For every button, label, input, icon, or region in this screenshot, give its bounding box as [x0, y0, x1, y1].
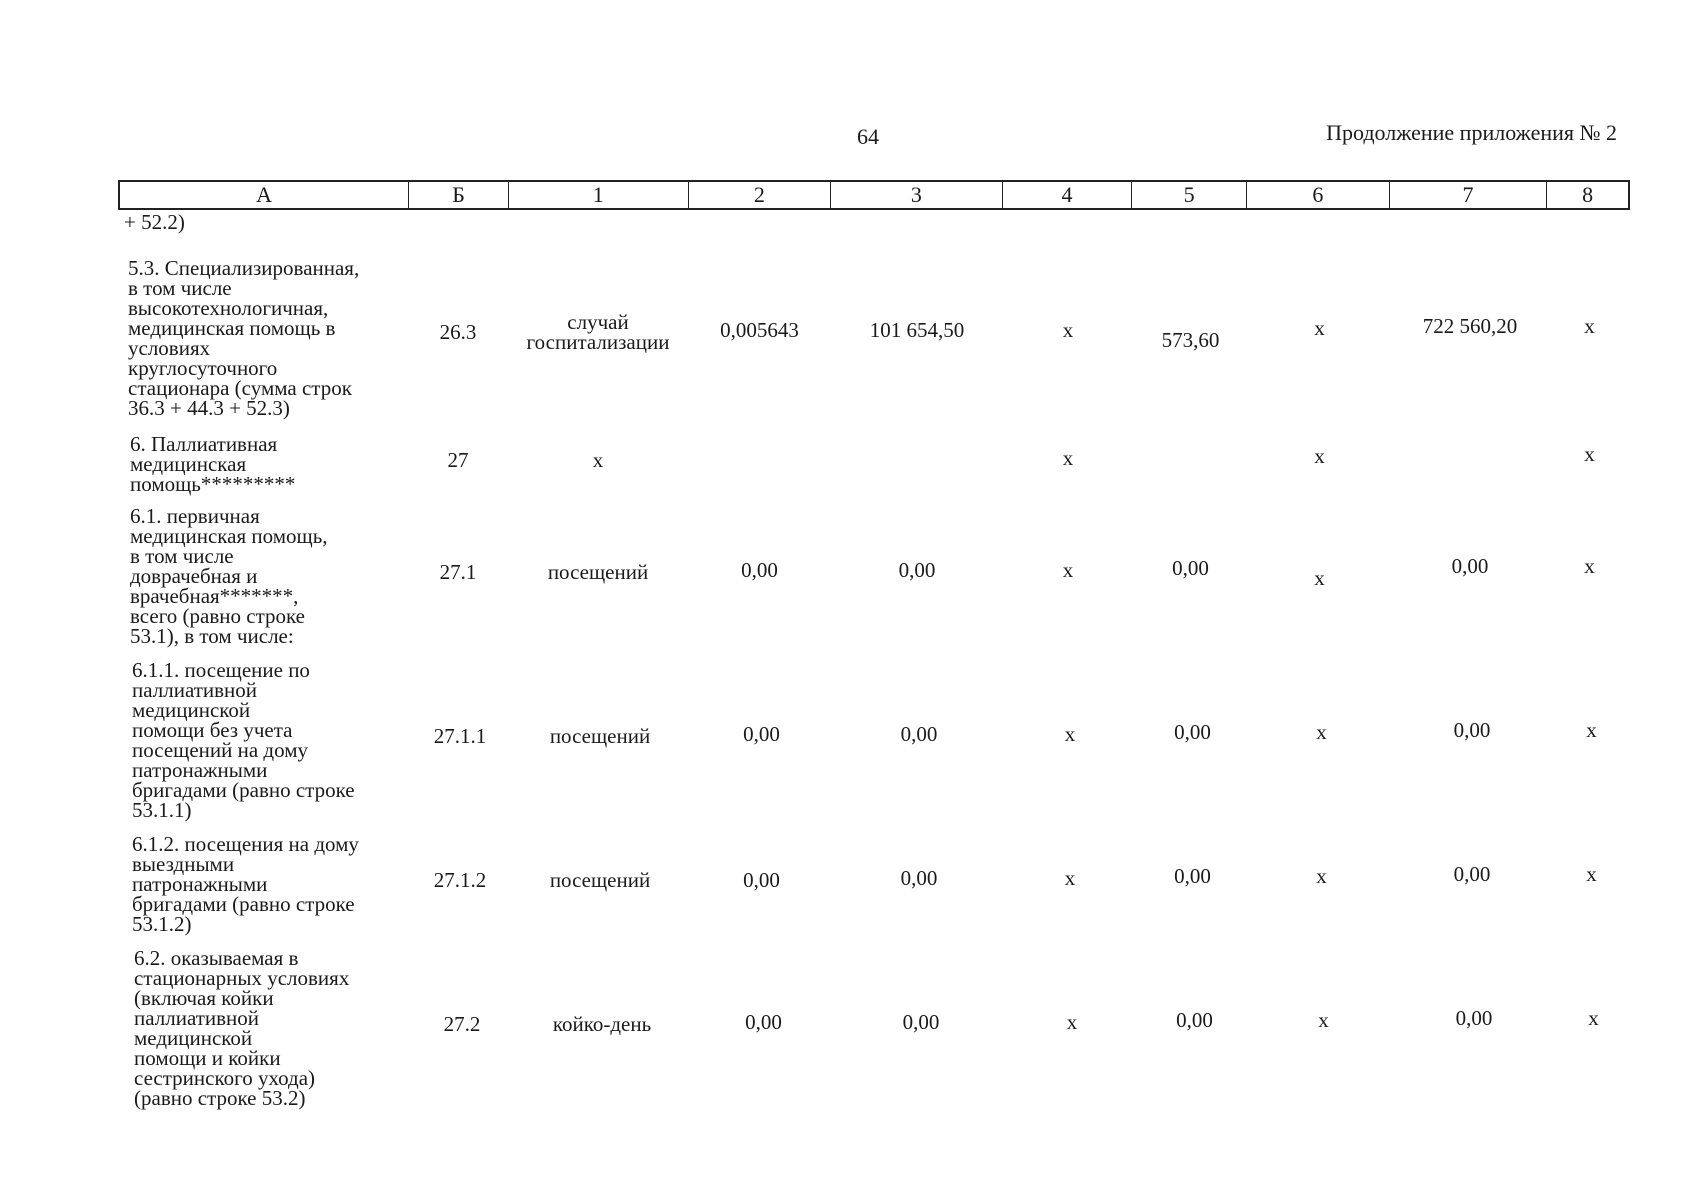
row-name: 6.1.2. посещения на дому выездными патронажными бригадами (равно строке 53.1.2): [132, 832, 359, 936]
previous-row-tail: + 52.2): [124, 210, 185, 234]
row-col-8: х: [1584, 554, 1595, 578]
row-code: 27: [447, 448, 469, 472]
row-unit: случай госпитализации: [526, 310, 670, 354]
row-col-8: х: [1586, 718, 1597, 742]
row-col-7: 0,00: [1451, 554, 1489, 578]
row-col-2: 0,00: [741, 558, 778, 582]
header-col-2: 2: [689, 182, 832, 208]
header-col-8: 8: [1582, 182, 1594, 207]
row-col-5: 0,00: [1172, 556, 1209, 580]
row-unit: койко-день: [552, 1012, 652, 1036]
row-name: 6. Паллиативная медицинская помощь*********: [130, 432, 296, 496]
row-col-2: 0,00: [743, 722, 780, 746]
header-col-b: Б: [409, 182, 509, 208]
row-col-8: х: [1584, 442, 1595, 466]
header-col-6: 6: [1247, 182, 1390, 208]
row-col-6: х: [1316, 720, 1327, 744]
row-col-6: х: [1314, 444, 1325, 468]
row-col-3: 0,00: [902, 1010, 940, 1034]
row-col-2: 0,00: [743, 868, 780, 892]
row-col-3: 0,00: [898, 558, 936, 582]
row-col-4: х: [1062, 558, 1074, 582]
row-col-6: х: [1314, 566, 1325, 590]
row-name: 6.1. первичная медицинская помощь, в том числе доврачебная и врачебная*******, всего (равно строке 53.1), в том числе:: [130, 504, 328, 648]
row-col-3: 101 654,50: [869, 318, 965, 342]
row-col-7: 0,00: [1453, 862, 1491, 886]
row-col-4: х: [1064, 722, 1076, 746]
row-col-8: х: [1588, 1006, 1599, 1030]
row-unit: х: [592, 448, 604, 472]
row-col-5: 0,00: [1176, 1008, 1213, 1032]
row-unit: посещений: [549, 868, 651, 892]
row-col-7: 0,00: [1455, 1006, 1493, 1030]
row-code: 27.1: [439, 560, 477, 584]
row-col-6: х: [1318, 1008, 1329, 1032]
row-col-8: х: [1584, 314, 1595, 338]
row-col-5: 573,60: [1161, 328, 1220, 352]
header-col-7: 7: [1390, 182, 1548, 208]
row-col-4: х: [1066, 1010, 1078, 1034]
row-col-4: х: [1062, 318, 1074, 342]
row-col-6: х: [1314, 316, 1325, 340]
row-unit: посещений: [547, 560, 649, 584]
header-col-1: 1: [509, 182, 689, 208]
header-col-4: 4: [1003, 182, 1133, 208]
row-name: 6.2. оказываемая в стационарных условиях (включая койки паллиативной медицинской помощи и койки сестринского ухода) (равно строке 53.2): [134, 946, 350, 1110]
table-header: [118, 180, 1630, 210]
row-col-2: 0,00: [745, 1010, 782, 1034]
row-name: 5.3. Специализированная, в том числе высокотехнологичная, медицинская помощь в условиях круглосуточного стационара (сумма строк 36.3 + 44.3 + 52.3): [128, 256, 360, 420]
row-col-4: х: [1064, 866, 1076, 890]
row-col-5: 0,00: [1174, 720, 1211, 744]
row-unit: посещений: [549, 724, 651, 748]
row-col-5: 0,00: [1174, 864, 1211, 888]
row-code: 27.2: [443, 1012, 481, 1036]
header-col-3: 3: [831, 182, 1003, 208]
page-number: 64: [857, 124, 879, 149]
row-col-8: х: [1586, 862, 1597, 886]
row-name: 6.1.1. посещение по паллиативной медицинской помощи без учета посещений на дому патронажными бригадами (равно строке 53.1.1): [132, 658, 355, 822]
row-col-4: х: [1062, 446, 1074, 470]
continuation-label: Продолжение приложения № 2: [1326, 120, 1617, 145]
row-col-6: х: [1316, 864, 1327, 888]
row-code: 27.1.2: [433, 868, 487, 892]
header-col-a: А: [120, 182, 409, 208]
row-col-7: 722 560,20: [1422, 314, 1518, 338]
row-col-3: 0,00: [900, 866, 938, 890]
row-col-3: 0,00: [900, 722, 938, 746]
row-code: 27.1.1: [433, 724, 487, 748]
row-col-7: 0,00: [1453, 718, 1491, 742]
row-col-2: 0,005643: [720, 318, 799, 342]
row-code: 26.3: [439, 320, 477, 344]
header-col-5: 5: [1132, 182, 1247, 208]
